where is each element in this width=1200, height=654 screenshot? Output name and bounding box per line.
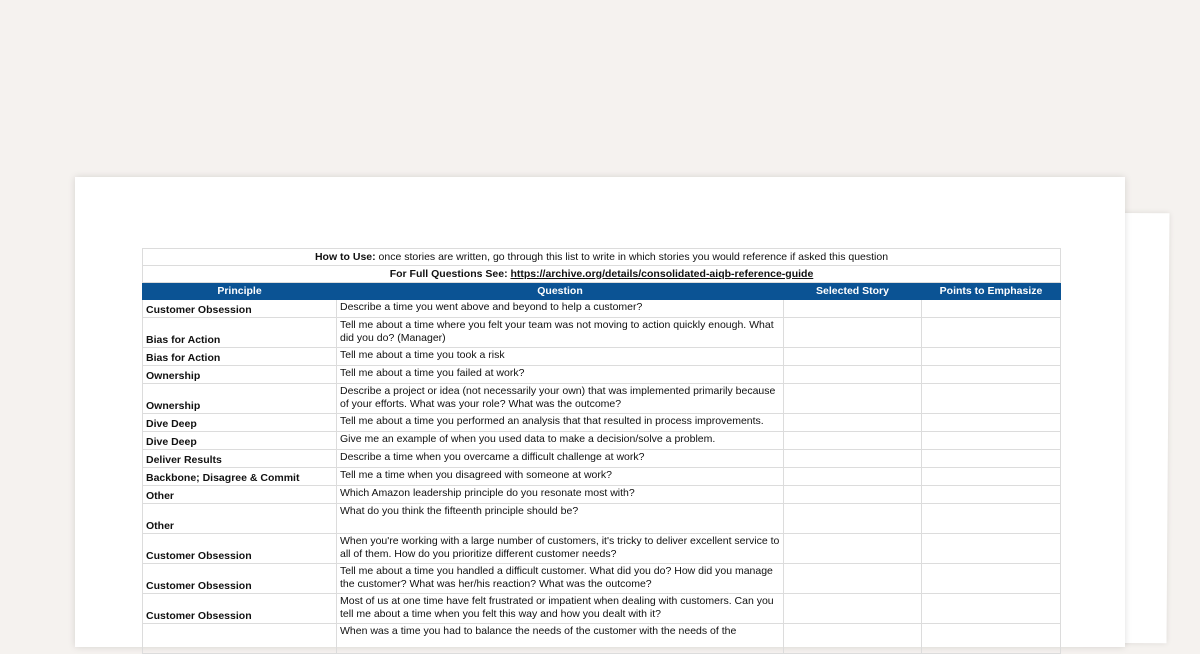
points-to-emphasize-cell[interactable] [922, 534, 1061, 564]
question-cell: Tell me about a time you failed at work? [337, 366, 784, 384]
full-questions-label: For Full Questions See: [389, 267, 511, 280]
table-row [143, 384, 1061, 414]
question-cell: Tell me about a time you took a risk [337, 348, 784, 366]
how-to-use-text: once stories are written, go through this list to write in which stories you would reference if asked this question [375, 250, 889, 263]
selected-story-cell[interactable] [784, 318, 922, 348]
principle-cell: Bias for Action [143, 348, 337, 366]
table-row [143, 504, 1061, 534]
selected-story-cell[interactable] [784, 486, 922, 504]
question-cell: Describe a project or idea (not necessarily your own) that was implemented primarily because of your efforts. What was your role? What was the outcome? [337, 384, 784, 414]
question-cell: When was a time you had to balance the needs of the customer with the needs of the [337, 624, 784, 654]
principle-cell: Other [143, 486, 337, 504]
table-row [143, 450, 1061, 468]
selected-story-cell[interactable] [784, 624, 922, 654]
points-to-emphasize-cell[interactable] [922, 366, 1061, 384]
principle-cell: Bias for Action [143, 318, 337, 348]
table-row [143, 348, 1061, 366]
full-questions-link[interactable]: https://archive.org/details/consolidated-aiqb-reference-guide [510, 267, 814, 280]
selected-story-cell[interactable] [784, 300, 922, 318]
points-to-emphasize-cell[interactable] [922, 594, 1061, 624]
table-row [143, 564, 1061, 594]
selected-story-cell[interactable] [784, 468, 922, 486]
header-selected-story: Selected Story [784, 283, 922, 300]
question-cell: Describe a time you went above and beyond to help a customer? [337, 300, 784, 318]
table-row [143, 366, 1061, 384]
principle-cell: Other [143, 504, 337, 534]
points-to-emphasize-cell[interactable] [922, 486, 1061, 504]
principle-cell: Dive Deep [143, 432, 337, 450]
table-row [143, 534, 1061, 564]
table-row [143, 300, 1061, 318]
points-to-emphasize-cell[interactable] [922, 432, 1061, 450]
table-row [143, 318, 1061, 348]
table-row [143, 486, 1061, 504]
selected-story-cell[interactable] [784, 414, 922, 432]
selected-story-cell[interactable] [784, 384, 922, 414]
header-question: Question [337, 283, 784, 300]
selected-story-cell[interactable] [784, 366, 922, 384]
principle-cell: Deliver Results [143, 450, 337, 468]
questions-table [142, 248, 1061, 654]
selected-story-cell[interactable] [784, 450, 922, 468]
question-cell: Which Amazon leadership principle do you resonate most with? [337, 486, 784, 504]
points-to-emphasize-cell[interactable] [922, 624, 1061, 654]
how-to-use-row [143, 249, 1061, 266]
principle-cell: Dive Deep [143, 414, 337, 432]
question-cell: Tell me about a time you performed an analysis that that resulted in process improvements. [337, 414, 784, 432]
question-cell: Most of us at one time have felt frustrated or impatient when dealing with customers. Can you tell me about a time when you felt this way and how you dealt with it? [337, 594, 784, 624]
points-to-emphasize-cell[interactable] [922, 384, 1061, 414]
principle-cell: Customer Obsession [143, 594, 337, 624]
how-to-use-cell [143, 249, 1061, 266]
selected-story-cell[interactable] [784, 348, 922, 366]
principle-cell: Customer Obsession [143, 534, 337, 564]
document-page [75, 177, 1125, 647]
question-cell: Tell me a time when you disagreed with someone at work? [337, 468, 784, 486]
question-cell: Describe a time when you overcame a difficult challenge at work? [337, 450, 784, 468]
question-cell: When you're working with a large number of customers, it's tricky to deliver excellent service to all of them. How do you prioritize different customer needs? [337, 534, 784, 564]
selected-story-cell[interactable] [784, 432, 922, 450]
points-to-emphasize-cell[interactable] [922, 348, 1061, 366]
full-questions-row [143, 266, 1061, 283]
table-row [143, 468, 1061, 486]
points-to-emphasize-cell[interactable] [922, 318, 1061, 348]
selected-story-cell[interactable] [784, 594, 922, 624]
principle-cell: Ownership [143, 366, 337, 384]
selected-story-cell[interactable] [784, 504, 922, 534]
principle-cell: Backbone; Disagree & Commit [143, 468, 337, 486]
principle-cell: Customer Obsession [143, 564, 337, 594]
table-row [143, 594, 1061, 624]
table-row [143, 624, 1061, 654]
table-row [143, 432, 1061, 450]
header-principle: Principle [143, 283, 337, 300]
points-to-emphasize-cell[interactable] [922, 504, 1061, 534]
question-cell: Tell me about a time where you felt your team was not moving to action quickly enough. What did you do? (Manager) [337, 318, 784, 348]
selected-story-cell[interactable] [784, 564, 922, 594]
points-to-emphasize-cell[interactable] [922, 564, 1061, 594]
selected-story-cell[interactable] [784, 534, 922, 564]
table-row [143, 414, 1061, 432]
principle-cell: Customer Obsession [143, 300, 337, 318]
header-points-to-emphasize: Points to Emphasize [922, 283, 1061, 300]
points-to-emphasize-cell[interactable] [922, 414, 1061, 432]
principle-cell [143, 624, 337, 654]
question-cell: Give me an example of when you used data to make a decision/solve a problem. [337, 432, 784, 450]
question-cell: What do you think the fifteenth principle should be? [337, 504, 784, 534]
full-questions-cell [143, 266, 1061, 283]
points-to-emphasize-cell[interactable] [922, 450, 1061, 468]
how-to-use-label: How to Use: [314, 250, 376, 263]
question-cell: Tell me about a time you handled a difficult customer. What did you do? How did you manage the customer? What was her/his reaction? What was the outcome? [337, 564, 784, 594]
points-to-emphasize-cell[interactable] [922, 468, 1061, 486]
table-header-row [143, 283, 1061, 300]
points-to-emphasize-cell[interactable] [922, 300, 1061, 318]
principle-cell: Ownership [143, 384, 337, 414]
